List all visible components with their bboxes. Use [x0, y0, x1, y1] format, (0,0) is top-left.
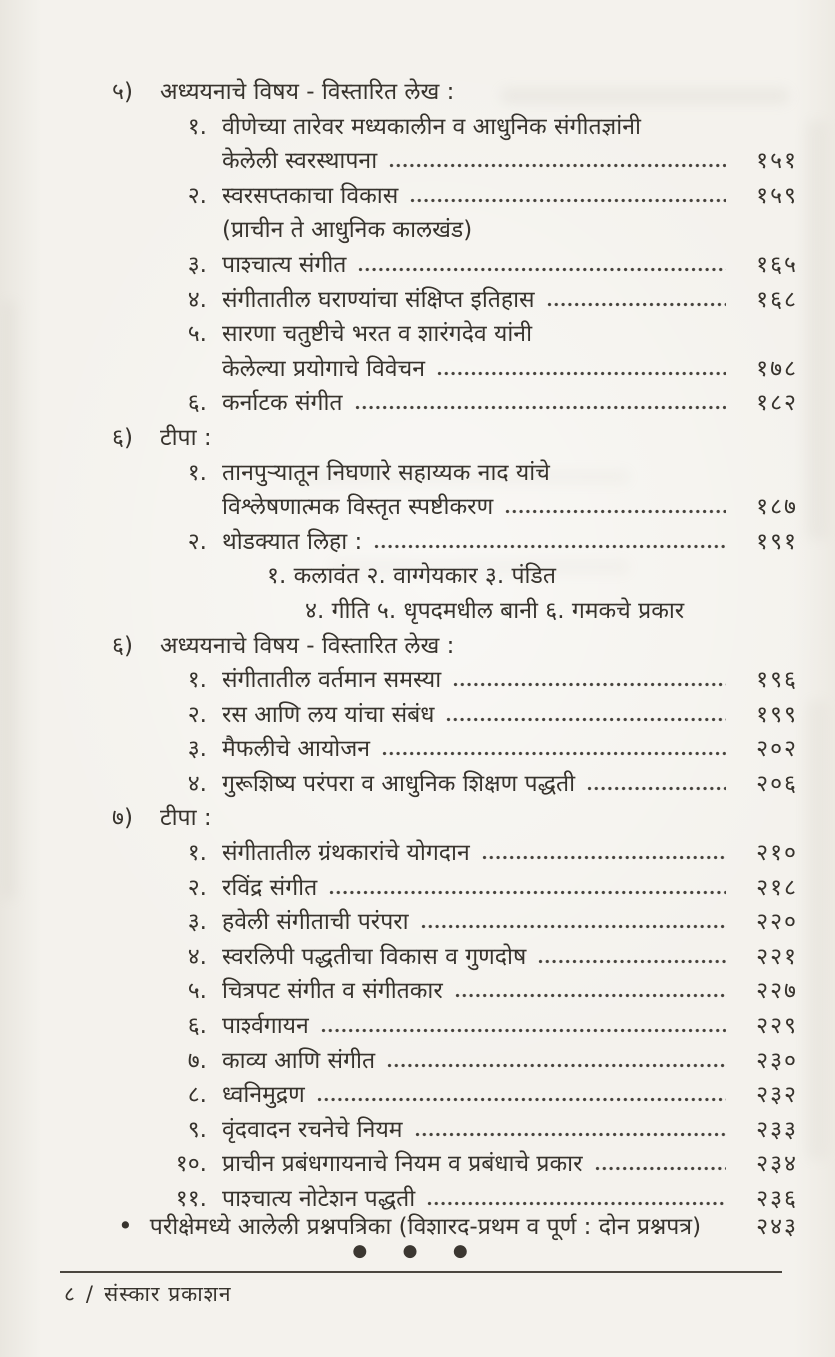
item-page-number: २३०	[756, 1047, 798, 1074]
toc-extra-item-page-number: २४३	[756, 1214, 798, 1240]
dot-leader	[505, 509, 726, 514]
toc-item-row	[62, 662, 798, 697]
dot-leader	[389, 163, 726, 168]
toc-item-row	[62, 351, 798, 386]
toc-item-row	[62, 731, 798, 766]
dot-leader	[437, 371, 726, 376]
section-heading	[62, 628, 798, 663]
dot-leader	[595, 1166, 726, 1171]
item-title: कर्नाटक संगीत	[222, 390, 343, 417]
section-title: टीपा :	[160, 424, 212, 451]
item-title: सारणा चतुष्टीचे भरत व शारंगदेव यांनी	[222, 321, 533, 348]
dot-leader	[455, 993, 726, 998]
item-number: ४.	[187, 286, 207, 313]
toc-item-row	[62, 316, 798, 351]
item-title: रविंद्र संगीत	[222, 874, 318, 901]
dot-leader	[427, 1201, 726, 1206]
item-title: पाश्चात्य संगीत	[222, 251, 347, 278]
item-title: पार्श्वगायन	[222, 1013, 309, 1040]
dot-leader	[358, 267, 726, 272]
section-title: अध्ययनाचे विषय - विस्तारित लेख :	[160, 79, 455, 105]
item-page-number: २०६	[756, 770, 798, 797]
page-footer	[64, 1280, 231, 1308]
item-title: हवेली संगीताची परंपरा	[222, 909, 409, 936]
item-title: स्वरलिपी पद्धतीचा विकास व गुणदोष	[222, 943, 527, 970]
toc-item-row	[62, 835, 798, 870]
folio-page-number: ८	[64, 1282, 76, 1306]
item-page-number: १९६	[756, 667, 798, 694]
item-page-number: २२०	[756, 909, 798, 936]
item-title: १. कलावंत २. वाग्गेयकार ३. पंडित	[267, 563, 556, 590]
item-page-number: १७८	[756, 355, 798, 382]
item-title: संगीतातील वर्तमान समस्या	[222, 667, 442, 694]
section-title: अध्ययनाचे विषय - विस्तारित लेख :	[160, 632, 455, 659]
item-page-number: २०२	[756, 736, 798, 763]
item-page-number: २३२	[756, 1082, 798, 1109]
bullet-icon: •	[118, 1211, 133, 1240]
item-page-number: १६५	[756, 251, 798, 278]
item-number: २.	[187, 874, 207, 901]
item-title: तानपुऱ्यातून निघणारे सहाय्यक नाद यांचे	[222, 459, 550, 486]
item-page-number: २२१	[756, 943, 798, 970]
item-number: १.	[187, 459, 207, 486]
toc-item-row	[62, 939, 798, 974]
toc-item-row	[62, 973, 798, 1008]
item-page-number: १८७	[756, 494, 798, 521]
toc-item-row	[62, 1077, 798, 1112]
item-title: केलेल्या प्रयोगाचे विवेचन	[222, 355, 425, 382]
item-number: १.	[187, 113, 207, 140]
dot-leader	[446, 717, 726, 722]
footer-separator: /	[85, 1282, 94, 1306]
end-of-section-ornament: ● ● ●	[352, 1241, 483, 1261]
toc-item-row	[62, 212, 798, 247]
item-title: वृंदवादन रचनेचे नियम	[222, 1116, 403, 1143]
item-page-number: १६८	[756, 286, 798, 313]
section-heading	[62, 800, 798, 835]
dot-leader	[329, 890, 726, 895]
item-page-number: २३६	[756, 1186, 798, 1212]
section-number: ५)	[112, 79, 133, 105]
publisher-name: संस्कार प्रकाशन	[104, 1282, 232, 1306]
item-number: २.	[187, 701, 207, 728]
toc-item-row	[62, 524, 798, 559]
dot-leader	[410, 198, 726, 203]
item-number: २.	[187, 528, 207, 555]
item-number: ५.	[187, 978, 207, 1005]
dot-leader	[587, 786, 726, 791]
dot-leader	[415, 1132, 726, 1137]
dot-leader	[382, 751, 726, 756]
toc-item-row	[62, 1146, 798, 1181]
toc-item-row	[62, 143, 798, 178]
dot-leader	[421, 924, 726, 929]
section-number: ६)	[112, 424, 133, 451]
item-title: थोडक्यात लिहा :	[222, 528, 363, 555]
item-title: प्राचीन प्रबंधगायनाचे नियम व प्रबंधाचे प्रकार	[222, 1151, 583, 1178]
toc-item-row	[62, 870, 798, 905]
item-title: संगीतातील ग्रंथकारांचे योगदान	[222, 840, 470, 867]
toc-item-row	[62, 1112, 798, 1147]
item-number: १.	[187, 667, 207, 694]
item-number: ५.	[187, 321, 207, 348]
section-title: टीपा :	[160, 805, 212, 832]
toc-item-row	[62, 593, 798, 628]
toc-item-row	[62, 455, 798, 490]
item-title: रस आणि लय यांचा संबंध	[222, 701, 435, 728]
toc-item-row	[62, 109, 798, 144]
item-number: १०.	[175, 1151, 207, 1178]
item-page-number: २१०	[756, 840, 798, 867]
item-page-number: २१८	[756, 874, 798, 901]
item-page-number: १९१	[756, 528, 798, 555]
item-title: पाश्चात्य नोटेशन पद्धती	[222, 1186, 416, 1212]
dot-leader	[355, 405, 726, 410]
bleed-through-artifact	[806, 700, 828, 1160]
dot-leader	[482, 855, 726, 860]
item-title: चित्रपट संगीत व संगीतकार	[222, 978, 443, 1005]
item-page-number: २२७	[756, 978, 798, 1005]
item-number: ३.	[187, 251, 207, 278]
item-page-number: २२९	[756, 1013, 798, 1040]
item-title: काव्य आणि संगीत	[222, 1047, 376, 1074]
toc-item-row	[62, 697, 798, 732]
toc-item-row	[62, 904, 798, 939]
dot-leader	[538, 959, 726, 964]
item-page-number: १९९	[756, 701, 798, 728]
toc-item-row	[62, 489, 798, 524]
item-number: ८.	[187, 1082, 207, 1109]
toc-item-row	[62, 1008, 798, 1043]
toc-item-row	[62, 558, 798, 593]
toc-item-row	[62, 247, 798, 282]
section-heading	[62, 420, 798, 455]
item-number: ३.	[187, 736, 207, 763]
dot-leader	[317, 1097, 726, 1102]
toc-item-row	[62, 385, 798, 420]
toc-extra-item-label: परीक्षेमध्ये आलेली प्रश्नपत्रिका (विशारद-प्रथम व पूर्ण : दोन प्रश्नपत्र)	[149, 1214, 702, 1240]
dot-leader	[387, 1063, 726, 1068]
toc-item-row	[62, 178, 798, 213]
item-title: विश्लेषणात्मक विस्तृत स्पष्टीकरण	[222, 494, 494, 521]
item-number: ४.	[187, 943, 207, 970]
item-number: ६.	[187, 1013, 207, 1040]
dot-leader	[547, 302, 726, 307]
item-page-number: २३३	[756, 1116, 798, 1143]
toc-item-row	[62, 1043, 798, 1078]
item-number: ११.	[175, 1186, 207, 1212]
toc-extra-item-row	[62, 1209, 798, 1241]
item-title: गुरूशिष्य परंपरा व आधुनिक शिक्षण पद्धती	[222, 770, 576, 797]
section-number: ७)	[112, 805, 133, 832]
item-title: वीणेच्या तारेवर मध्यकालीन व आधुनिक संगीतज्ञांनी	[222, 113, 641, 140]
table-of-contents	[62, 74, 798, 1216]
item-title: ध्वनिमुद्रण	[222, 1082, 305, 1109]
item-number: १.	[187, 840, 207, 867]
bleed-through-artifact	[806, 120, 828, 540]
dot-leader	[374, 544, 726, 549]
dot-leader	[321, 1028, 726, 1033]
section-number: ६)	[112, 632, 133, 659]
toc-item-row	[62, 282, 798, 317]
item-page-number: १५९	[756, 182, 798, 209]
item-title: स्वरसप्तकाचा विकास	[222, 182, 399, 209]
footer-divider	[60, 1271, 782, 1273]
bleed-through-artifact	[2, 300, 16, 900]
item-number: ६.	[187, 390, 207, 417]
item-number: ७.	[187, 1047, 207, 1074]
item-number: २.	[187, 182, 207, 209]
item-title: (प्राचीन ते आधुनिक कालखंड)	[222, 217, 473, 244]
section-heading	[62, 74, 798, 109]
item-number: ३.	[187, 909, 207, 936]
item-number: ९.	[187, 1116, 207, 1143]
item-title: ४. गीति ५. धृपदमधील बानी ६. गमकचे प्रकार	[305, 597, 685, 624]
item-page-number: १५१	[756, 148, 798, 175]
item-title: मैफलीचे आयोजन	[222, 736, 371, 763]
item-page-number: १८२	[756, 390, 798, 417]
item-page-number: २३४	[756, 1151, 798, 1178]
item-number: ४.	[187, 770, 207, 797]
item-title: केलेली स्वरस्थापना	[222, 148, 378, 175]
toc-item-row	[62, 766, 798, 801]
dot-leader	[453, 682, 726, 687]
item-title: संगीतातील घराण्यांचा संक्षिप्त इतिहास	[222, 286, 535, 313]
